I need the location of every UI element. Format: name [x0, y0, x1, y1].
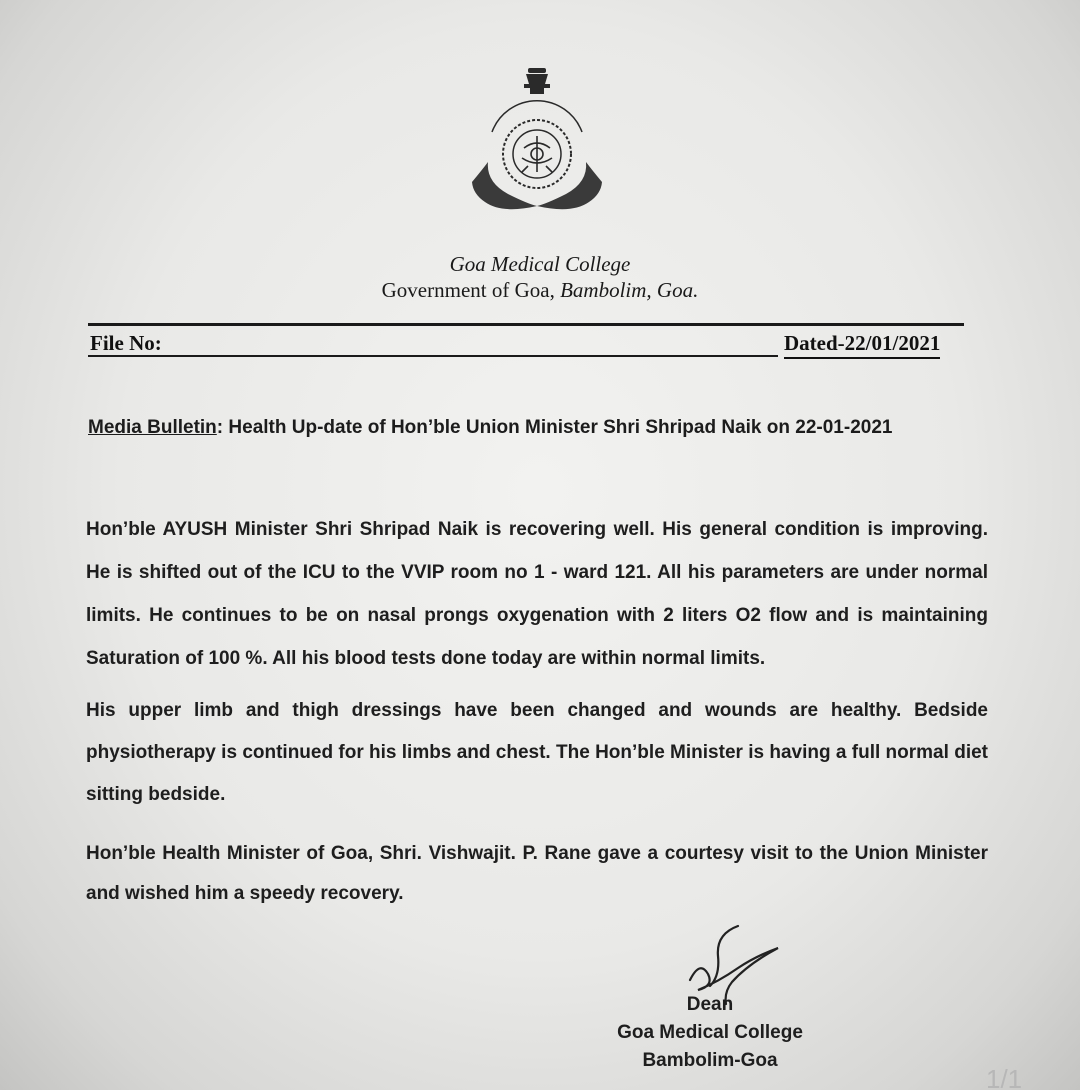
header-rule-top: [88, 323, 964, 326]
page-indicator: 1/1: [986, 1064, 1023, 1090]
location: Bambolim, Goa.: [560, 278, 699, 302]
signatory-place: Bambolim-Goa: [642, 1050, 778, 1071]
college-name: Goa Medical College: [449, 252, 631, 276]
paragraph-visit: Hon’ble Health Minister of Goa, Shri. Vishwajit. P. Rane gave a courtesy visit to the Union Minister and wished him a speedy recovery.: [86, 843, 988, 904]
header-rule-bottom: [88, 355, 778, 357]
govt-prefix: Government of Goa,: [381, 278, 561, 302]
government-of-goa-emblem: [462, 62, 612, 234]
paragraph-dressings: His upper limb and thigh dressings have been changed and wounds are healthy. Bedside physiotherapy is continued for his limbs and chest. The Hon’ble Minister is having a full normal diet sitting bedside.: [86, 700, 988, 805]
bulletin-title: : Health Up-date of Hon’ble Union Minister Shri Shripad Naik on 22-01-2021: [216, 417, 893, 438]
dated: Dated-22/01/2021: [784, 331, 940, 359]
signatory-title: Dean: [686, 994, 734, 1015]
signatory-org: Goa Medical College: [617, 1022, 803, 1043]
paragraph-condition: Hon’ble AYUSH Minister Shri Shripad Naik is recovering well. His general condition is improving. He is shifted out of the ICU to the VVIP room no 1 - ward 121. All his parameters are under normal limits. He continues to be on nasal prongs oxygenation with 2 liters O2 flow and is maintaining Saturation of 100 %. All his blood tests done today are within normal limits.: [86, 519, 988, 669]
bulletin-heading: [88, 417, 1008, 439]
college-address: [290, 278, 790, 303]
file-no-label: File No:: [90, 331, 162, 355]
bulletin-label: Media Bulletin: [88, 417, 217, 438]
